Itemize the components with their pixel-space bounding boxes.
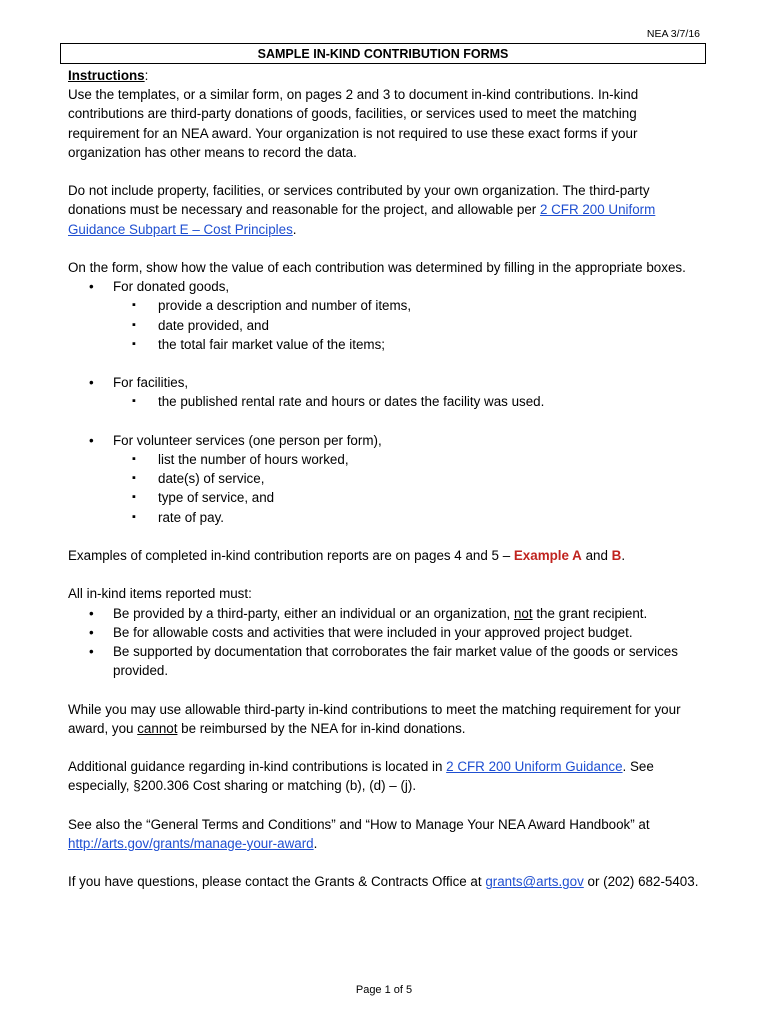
list-item: ▪ the total fair market value of the items; [68,335,703,354]
paragraph-form-instructions: On the form, show how the value of each contribution was determined by filling in the appropriate boxes. [68,260,686,275]
paragraph-exclusions [68,181,703,239]
list-item-volunteer: • For volunteer services (one person per form), [68,431,703,450]
paragraph-templates: Use the templates, or a similar form, on pages 2 and 3 to document in-kind contributions. In-kind contributions are third-party donations of goods, facilities, or services used to meet the matching requirement for an NEA award. Your organization is not required to use these exact forms if your organization has other means to record the data. [68,87,639,160]
list-item [68,604,703,623]
page-title: SAMPLE IN-KIND CONTRIBUTION FORMS [60,43,706,64]
examples-end: . [621,548,626,563]
reported-item1-not: not [513,605,533,621]
list-item: ▪ provide a description and number of items, [68,296,703,315]
reimb-cannot: cannot [137,720,178,736]
instructions-line [68,66,703,85]
guidance-pre: Additional guidance regarding in-kind contributions is located in [68,759,447,775]
reported-item1-pre: Be provided by a third-party, either an individual or an organization, [113,605,514,621]
manage-award-link[interactable]: http://arts.gov/grants/manage-your-award [68,835,314,851]
facilities-list [68,373,703,392]
page-number: Page 1 of 5 [355,984,413,996]
paragraph-reimbursement [68,700,703,738]
instructions-colon: : [144,68,149,83]
paragraph-reported-intro: All in-kind items reported must: [68,586,252,602]
list-item: ▪ type of service, and [68,488,703,507]
contact-pre: If you have questions, please contact the Grants & Contracts Office at [68,874,486,890]
list-item: • Be for allowable costs and activities that were included in your approved project budget. [68,623,703,642]
paragraph-contact [68,872,703,891]
goods-list [68,277,703,296]
list-item: ▪ date provided, and [68,316,703,335]
examples-text: Examples of completed in-kind contribution reports are on pages 4 and 5 – [68,548,514,563]
list-item-facilities: • For facilities, [68,373,703,392]
list-item: • Be supported by documentation that corroborates the fair market value of the goods or services provided. [68,642,703,680]
contact-post: or (202) 682-5403. [583,874,699,890]
exclusions-text: Do not include property, facilities, or services contributed by your own organization. The third-party donations must be necessary and reasonable for the project, and allowable per [68,183,650,218]
list-item: ▪ rate of pay. [68,508,703,527]
reported-item1-post: the grant recipient. [532,605,648,621]
reported-list [68,604,703,681]
document-date-ref: NEA 3/7/16 [646,28,700,40]
example-b-label: B [611,548,622,563]
volunteer-sublist [68,450,703,527]
reimb-post: be reimbursed by the NEA for in-kind donations. [177,720,466,736]
grants-email-link[interactable]: grants@arts.gov [485,874,584,890]
example-a-label: Example A [513,548,582,563]
paragraph-examples [68,546,703,565]
reimb-pre: While you may use allowable third-party in-kind contributions to meet the matching requirement for your award, you [68,701,681,736]
seealso-pre: See also the “General Terms and Conditions” and “How to Manage Your NEA Award Handbook” at [68,816,650,832]
cost-principles-link[interactable]: 2 CFR 200 Uniform Guidance Subpart E – Cost Principles [68,202,656,237]
list-item: ▪ date(s) of service, [68,469,703,488]
document-body [68,66,703,892]
facilities-sublist [68,392,703,411]
seealso-end: . [313,835,318,851]
list-item: ▪ the published rental rate and hours or dates the facility was used. [68,392,703,411]
instructions-heading: Instructions [68,68,145,83]
volunteer-list [68,431,703,450]
paragraph-guidance [68,757,703,795]
goods-sublist [68,296,703,354]
list-item: ▪ list the number of hours worked, [68,450,703,469]
uniform-guidance-link[interactable]: 2 CFR 200 Uniform Guidance [446,759,623,775]
guidance-post: . See especially, §200.306 Cost sharing or matching (b), (d) – (j). [68,759,654,794]
examples-and: and [581,548,612,563]
paragraph-see-also [68,815,703,853]
exclusions-end: . [292,221,297,237]
list-item-goods: • For donated goods, [68,277,703,296]
